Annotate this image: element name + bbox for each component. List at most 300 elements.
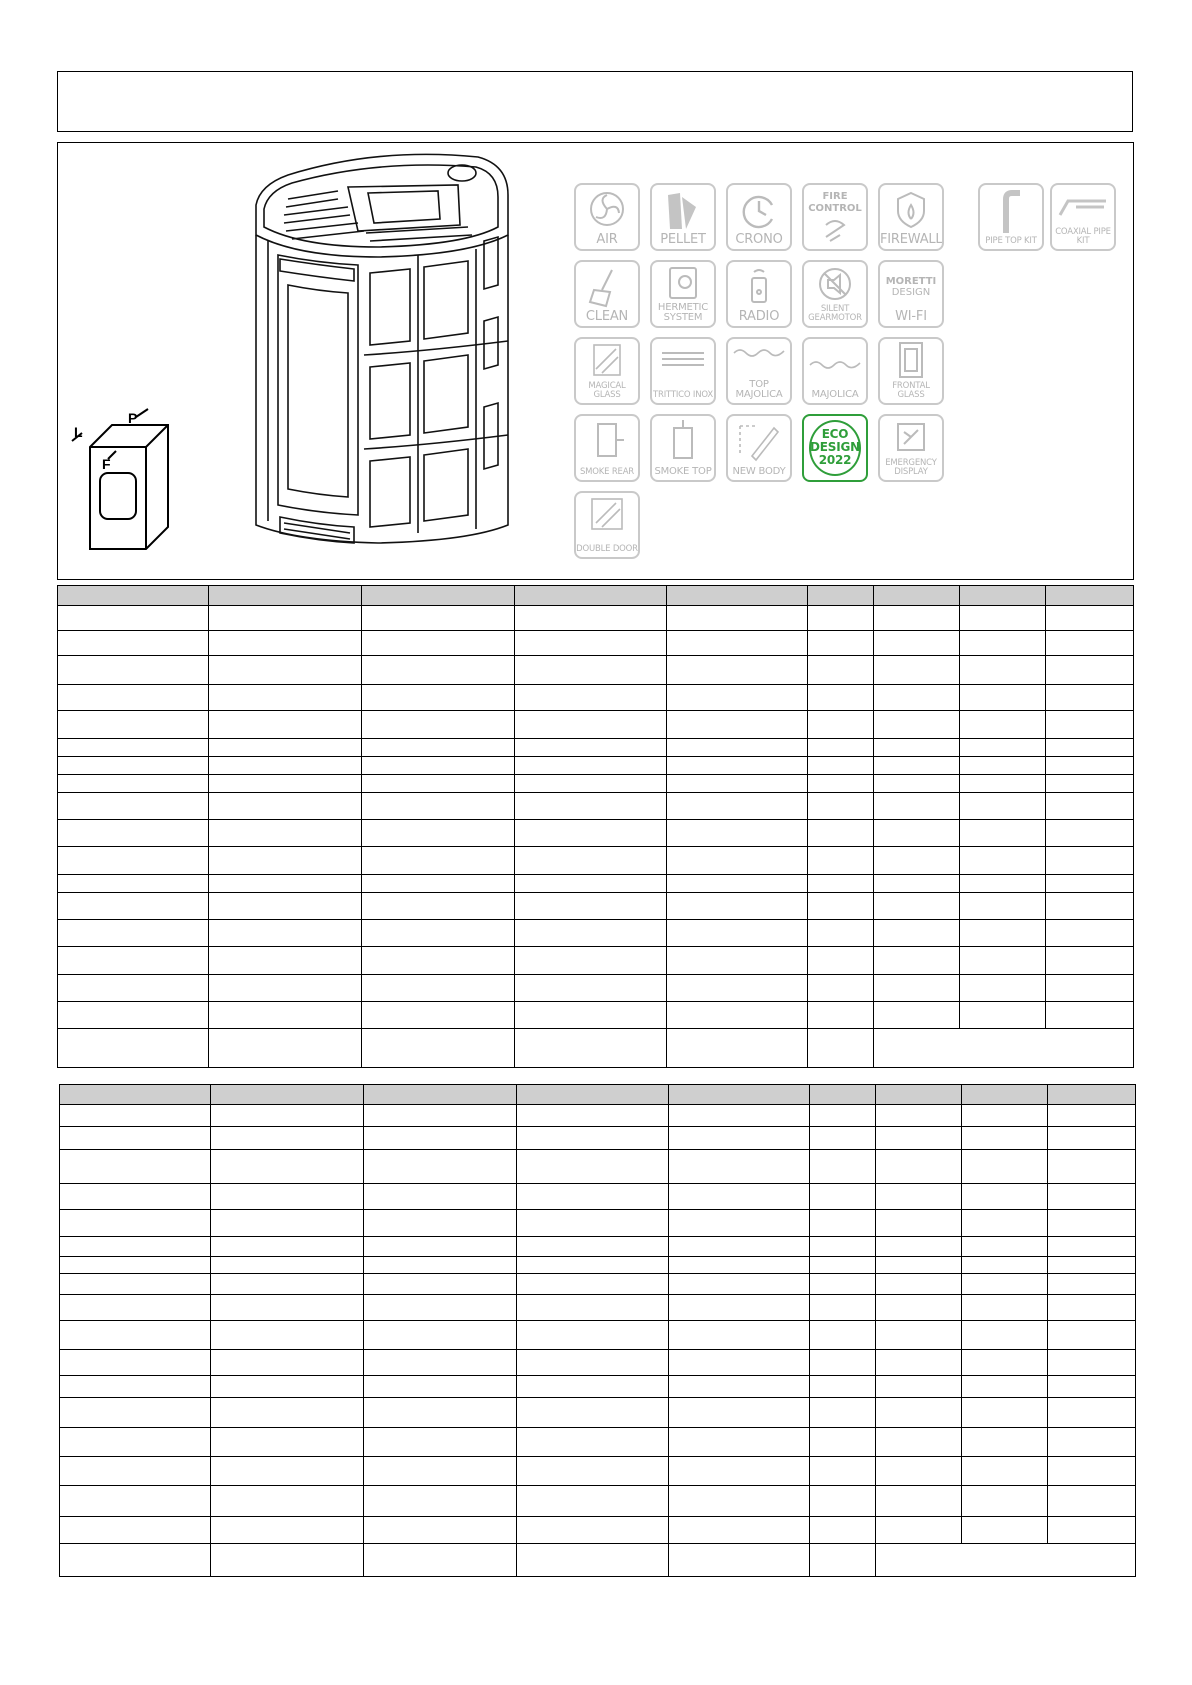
table-cell	[209, 920, 362, 947]
table-cell	[874, 793, 960, 820]
table-cell	[60, 1350, 211, 1376]
table-cell	[515, 711, 667, 739]
table-cell	[876, 1210, 962, 1237]
table-cell	[669, 1428, 810, 1457]
table-cell	[1048, 1257, 1136, 1274]
spec-table-2	[59, 1084, 1136, 1577]
fire-control-logo-text: FIRE	[822, 191, 848, 202]
table-cell	[211, 1457, 364, 1486]
table-cell	[810, 1210, 876, 1237]
table-row	[60, 1350, 1136, 1376]
table-cell	[1048, 1376, 1136, 1398]
table-cell	[209, 1029, 362, 1068]
table-cell	[669, 1376, 810, 1398]
table-cell	[515, 739, 667, 757]
table-cell	[876, 1544, 1136, 1577]
table-cell	[211, 1105, 364, 1127]
table-row	[60, 1237, 1136, 1257]
smoke-rear-icon: SMOKE REAR	[574, 414, 640, 482]
table-cell	[515, 775, 667, 793]
table-cell	[515, 685, 667, 711]
table-cell	[874, 775, 960, 793]
table-cell	[364, 1105, 517, 1127]
table-cell	[876, 1274, 962, 1295]
table-cell	[209, 631, 362, 656]
table-cell	[669, 1544, 810, 1577]
table-cell	[1048, 1210, 1136, 1237]
table-cell	[669, 1517, 810, 1544]
table-cell	[808, 975, 874, 1002]
table-cell	[364, 1150, 517, 1184]
table-cell	[517, 1295, 669, 1321]
table-cell	[960, 947, 1046, 975]
table-cell	[58, 739, 209, 757]
table-cell	[960, 820, 1046, 847]
table-cell	[808, 1029, 874, 1068]
table-cell	[362, 1029, 515, 1068]
table-cell	[517, 1257, 669, 1274]
table-cell	[962, 1398, 1048, 1428]
table-cell	[211, 1350, 364, 1376]
table-row	[58, 631, 1134, 656]
table-cell	[364, 1428, 517, 1457]
table-cell	[517, 1517, 669, 1544]
table-cell	[211, 1376, 364, 1398]
trittico-icon: TRITTICO INOX	[650, 337, 716, 405]
frontal-glass-icon: FRONTAL GLASS	[878, 337, 944, 405]
table-cell	[60, 1184, 211, 1210]
table-cell	[667, 606, 808, 631]
table-row	[60, 1321, 1136, 1350]
table-cell	[874, 1029, 1134, 1068]
table-cell	[669, 1398, 810, 1428]
header-cell	[810, 1085, 876, 1105]
table-cell	[667, 685, 808, 711]
table-cell	[667, 1002, 808, 1029]
table-cell	[362, 606, 515, 631]
table-cell	[364, 1517, 517, 1544]
table-cell	[810, 1398, 876, 1428]
table-cell	[515, 793, 667, 820]
table-cell	[808, 893, 874, 920]
table-cell	[669, 1127, 810, 1150]
table-cell	[962, 1237, 1048, 1257]
table-cell	[667, 739, 808, 757]
table-cell	[1046, 757, 1134, 775]
table-cell	[515, 656, 667, 685]
table-row	[58, 947, 1134, 975]
table-cell	[58, 793, 209, 820]
table-cell	[1046, 1002, 1134, 1029]
table-cell	[808, 847, 874, 875]
table-row	[60, 1295, 1136, 1321]
table-cell	[874, 739, 960, 757]
table-cell	[362, 893, 515, 920]
table-cell	[960, 1002, 1046, 1029]
table-cell	[517, 1457, 669, 1486]
table-cell	[808, 711, 874, 739]
table-cell	[962, 1210, 1048, 1237]
table-header-row	[58, 586, 1134, 606]
table-cell	[962, 1457, 1048, 1486]
table-cell	[517, 1428, 669, 1457]
front-label: F	[102, 456, 111, 472]
table-cell	[58, 1002, 209, 1029]
table-cell	[58, 1029, 209, 1068]
table-row	[58, 920, 1134, 947]
table-cell	[810, 1105, 876, 1127]
table-row	[60, 1376, 1136, 1398]
table-cell	[515, 875, 667, 893]
table-cell	[874, 893, 960, 920]
table-cell	[515, 975, 667, 1002]
table-cell	[667, 775, 808, 793]
table-cell	[209, 793, 362, 820]
table-cell	[1048, 1237, 1136, 1257]
table-cell	[960, 685, 1046, 711]
table-cell	[515, 606, 667, 631]
magical-glass-icon: MAGICAL GLASS	[574, 337, 640, 405]
table-row	[58, 656, 1134, 685]
table-cell	[1046, 893, 1134, 920]
table-cell	[808, 1002, 874, 1029]
table-cell	[209, 1002, 362, 1029]
wifi-icon: MORETTI DESIGN WI-FI	[878, 260, 944, 328]
title-box	[57, 71, 1133, 132]
table-cell	[960, 875, 1046, 893]
table-cell	[364, 1398, 517, 1428]
table-cell	[810, 1257, 876, 1274]
table-cell	[211, 1150, 364, 1184]
table-cell	[808, 793, 874, 820]
table-cell	[962, 1257, 1048, 1274]
table-cell	[874, 847, 960, 875]
table-cell	[362, 711, 515, 739]
smoke-top-icon: SMOKE TOP	[650, 414, 716, 482]
new-body-icon: NEW BODY	[726, 414, 792, 482]
eco-design-icon: ECO DESIGN 2022	[802, 414, 868, 482]
table-cell	[209, 757, 362, 775]
table-row	[58, 757, 1134, 775]
table-cell	[874, 685, 960, 711]
table-cell	[874, 1002, 960, 1029]
top-majolica-icon: TOP MAJOLICA	[726, 337, 792, 405]
table-cell	[60, 1544, 211, 1577]
table-cell	[808, 920, 874, 947]
table-cell	[874, 656, 960, 685]
table-cell	[960, 711, 1046, 739]
table-cell	[1048, 1457, 1136, 1486]
table-row	[58, 975, 1134, 1002]
table-cell	[669, 1457, 810, 1486]
table-cell	[362, 775, 515, 793]
table-cell	[364, 1376, 517, 1398]
table-cell	[58, 775, 209, 793]
table-row	[58, 893, 1134, 920]
table-cell	[362, 793, 515, 820]
table-cell	[960, 793, 1046, 820]
table-cell	[1048, 1486, 1136, 1517]
table-cell	[211, 1295, 364, 1321]
table-cell	[876, 1517, 962, 1544]
table-cell	[515, 893, 667, 920]
table-cell	[362, 1002, 515, 1029]
table-cell	[960, 631, 1046, 656]
table-row	[60, 1184, 1136, 1210]
table-cell	[362, 847, 515, 875]
table-cell	[515, 757, 667, 775]
table-cell	[960, 920, 1046, 947]
header-cell	[209, 586, 362, 606]
table-cell	[960, 656, 1046, 685]
table-cell	[667, 893, 808, 920]
table-cell	[669, 1105, 810, 1127]
product-hero	[57, 142, 1134, 580]
table-cell	[960, 757, 1046, 775]
table-cell	[1048, 1105, 1136, 1127]
table-row	[58, 606, 1134, 631]
table-cell	[211, 1517, 364, 1544]
table-cell	[517, 1184, 669, 1210]
table-cell	[810, 1544, 876, 1577]
table-cell	[1046, 711, 1134, 739]
table-cell	[515, 847, 667, 875]
table-cell	[515, 1029, 667, 1068]
table-row	[60, 1150, 1136, 1184]
table-cell	[808, 631, 874, 656]
table-cell	[364, 1184, 517, 1210]
table-cell	[874, 631, 960, 656]
table-row	[60, 1517, 1136, 1544]
table-cell	[517, 1321, 669, 1350]
table-cell	[362, 631, 515, 656]
header-cell	[1048, 1085, 1136, 1105]
table-cell	[874, 757, 960, 775]
table-cell	[58, 606, 209, 631]
table-cell	[211, 1486, 364, 1517]
table-cell	[874, 875, 960, 893]
table-cell	[667, 757, 808, 775]
table-cell	[211, 1184, 364, 1210]
table-cell	[58, 656, 209, 685]
table-header-row	[60, 1085, 1136, 1105]
table-cell	[810, 1237, 876, 1257]
header-cell	[960, 586, 1046, 606]
table-cell	[60, 1257, 211, 1274]
table-cell	[58, 893, 209, 920]
table-cell	[669, 1321, 810, 1350]
table-cell	[364, 1237, 517, 1257]
table-row	[60, 1457, 1136, 1486]
table-row	[60, 1105, 1136, 1127]
table-cell	[808, 757, 874, 775]
table-cell	[876, 1428, 962, 1457]
table-row	[58, 1029, 1134, 1068]
table-cell	[364, 1457, 517, 1486]
table-cell	[810, 1350, 876, 1376]
table-cell	[962, 1428, 1048, 1457]
table-row	[58, 793, 1134, 820]
table-cell	[364, 1486, 517, 1517]
table-cell	[808, 875, 874, 893]
table-cell	[517, 1398, 669, 1428]
table-cell	[211, 1237, 364, 1257]
table-cell	[209, 893, 362, 920]
remote-icon: RADIO	[726, 260, 792, 328]
table-cell	[808, 820, 874, 847]
table-cell	[960, 775, 1046, 793]
table-cell	[58, 975, 209, 1002]
table-cell	[1048, 1321, 1136, 1350]
table-cell	[962, 1150, 1048, 1184]
table-cell	[1046, 685, 1134, 711]
table-cell	[667, 631, 808, 656]
table-cell	[364, 1544, 517, 1577]
firewall-icon: FIREWALL	[878, 183, 944, 251]
table-cell	[962, 1517, 1048, 1544]
table-cell	[1048, 1274, 1136, 1295]
table-cell	[1048, 1350, 1136, 1376]
table-cell	[808, 656, 874, 685]
table-row	[60, 1398, 1136, 1428]
table-cell	[1046, 775, 1134, 793]
table-cell	[876, 1127, 962, 1150]
table-row	[58, 711, 1134, 739]
table-cell	[58, 847, 209, 875]
table-cell	[1048, 1398, 1136, 1428]
table-cell	[669, 1150, 810, 1184]
table-cell	[209, 656, 362, 685]
table-cell	[1048, 1127, 1136, 1150]
table-cell	[876, 1457, 962, 1486]
table-cell	[1046, 631, 1134, 656]
table-cell	[517, 1127, 669, 1150]
table-cell	[1048, 1184, 1136, 1210]
table-cell	[1046, 920, 1134, 947]
table-cell	[60, 1321, 211, 1350]
table-cell	[667, 920, 808, 947]
table-cell	[876, 1321, 962, 1350]
table-cell	[58, 920, 209, 947]
pellet-icon: PELLET	[650, 183, 716, 251]
table-row	[60, 1486, 1136, 1517]
moretti-logo-text: MORETTI	[885, 276, 937, 287]
table-row	[60, 1210, 1136, 1237]
table-cell	[810, 1428, 876, 1457]
table-cell	[209, 975, 362, 1002]
emergency-display-icon: EMERGENCY DISPLAY	[878, 414, 944, 482]
silent-icon: SILENT GEARMOTOR	[802, 260, 868, 328]
table-cell	[876, 1350, 962, 1376]
table-cell	[669, 1274, 810, 1295]
table-cell	[808, 775, 874, 793]
table-cell	[60, 1376, 211, 1398]
table-cell	[515, 920, 667, 947]
table-cell	[60, 1398, 211, 1428]
svg-text:CONTROL: CONTROL	[808, 203, 862, 214]
pipe-top-icon: PIPE TOP KIT	[978, 183, 1044, 251]
hermetic-icon: HERMETIC SYSTEM	[650, 260, 716, 328]
table-cell	[58, 820, 209, 847]
table-cell	[60, 1105, 211, 1127]
table-cell	[960, 975, 1046, 1002]
table-cell	[209, 875, 362, 893]
depth-label: P	[128, 410, 138, 426]
table-cell	[1048, 1428, 1136, 1457]
table-cell	[60, 1486, 211, 1517]
table-cell	[808, 606, 874, 631]
table-cell	[517, 1150, 669, 1184]
table-cell	[810, 1127, 876, 1150]
table-cell	[667, 711, 808, 739]
table-cell	[362, 947, 515, 975]
table-cell	[1046, 793, 1134, 820]
table-cell	[960, 606, 1046, 631]
table-cell	[874, 820, 960, 847]
table-cell	[962, 1486, 1048, 1517]
table-cell	[211, 1398, 364, 1428]
table-cell	[517, 1350, 669, 1376]
table-row	[60, 1544, 1136, 1577]
table-cell	[669, 1350, 810, 1376]
table-row	[58, 685, 1134, 711]
table-cell	[874, 920, 960, 947]
table-cell	[211, 1257, 364, 1274]
double-door-icon: DOUBLE DOOR	[574, 491, 640, 559]
table-row	[58, 875, 1134, 893]
table-cell	[58, 685, 209, 711]
table-cell	[1048, 1517, 1136, 1544]
table-cell	[364, 1350, 517, 1376]
table-cell	[362, 685, 515, 711]
table-cell	[362, 739, 515, 757]
table-cell	[60, 1150, 211, 1184]
table-cell	[1048, 1295, 1136, 1321]
table-cell	[810, 1184, 876, 1210]
table-row	[60, 1274, 1136, 1295]
table-cell	[60, 1274, 211, 1295]
coaxial-pipe-icon: COAXIAL PIPE KIT	[1050, 183, 1116, 251]
dimension-diagram	[68, 405, 198, 575]
header-cell	[876, 1085, 962, 1105]
table-cell	[362, 975, 515, 1002]
table-cell	[362, 820, 515, 847]
table-cell	[960, 739, 1046, 757]
table-cell	[667, 847, 808, 875]
table-cell	[1046, 947, 1134, 975]
table-cell	[515, 1002, 667, 1029]
table-cell	[810, 1295, 876, 1321]
table-cell	[58, 947, 209, 975]
table-cell	[362, 656, 515, 685]
table-cell	[1046, 656, 1134, 685]
table-cell	[960, 893, 1046, 920]
header-cell	[60, 1085, 211, 1105]
table-cell	[876, 1150, 962, 1184]
majolica-icon: MAJOLICA	[802, 337, 868, 405]
table-cell	[962, 1274, 1048, 1295]
table-cell	[60, 1517, 211, 1544]
table-cell	[876, 1257, 962, 1274]
table-row	[58, 739, 1134, 757]
table-cell	[876, 1237, 962, 1257]
fire-control-icon	[802, 183, 868, 251]
table-cell	[669, 1257, 810, 1274]
table-cell	[874, 975, 960, 1002]
table-row	[58, 820, 1134, 847]
table-row	[60, 1257, 1136, 1274]
table-row	[60, 1428, 1136, 1457]
